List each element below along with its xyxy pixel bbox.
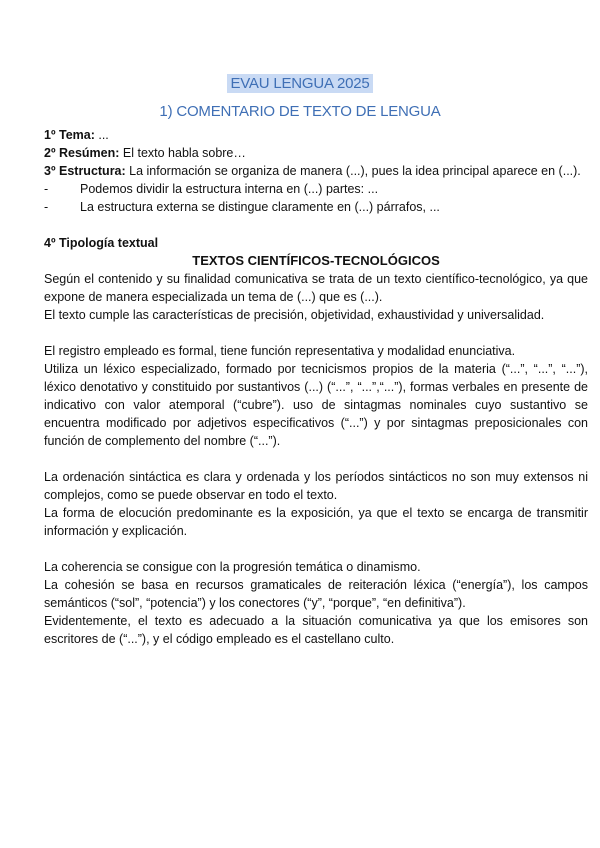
resumen-text: El texto habla sobre…: [119, 146, 246, 160]
tema-line: [44, 126, 588, 144]
paragraph-2: El texto cumple las características de precisión, objetividad, exhaustividad y universalidad.: [44, 308, 545, 322]
estructura-label: 3º Estructura:: [44, 164, 126, 178]
paragraph-7: La coherencia se consigue con la progresión temática o dinamismo.: [44, 560, 421, 574]
bullet-estructura-interna: - Podemos dividir la estructura interna en (...) partes: ...: [44, 180, 588, 198]
estructura-text: La información se organiza de manera (...), pues la idea principal aparece en (...).: [125, 164, 581, 178]
document-title: EVAU LENGUA 2025: [227, 74, 372, 93]
estructura-line: [44, 162, 588, 180]
paragraph-1: Según el contenido y su finalidad comunicativa se trata de un texto científico-tecnológico, ya que expone de manera especializada un tema de (...) que es (...).: [44, 272, 588, 304]
paragraph-6: La forma de elocución predominante es la exposición, ya que el texto se encarga de transmitir información y explicación.: [44, 506, 588, 538]
document-body: [44, 126, 588, 648]
paragraph-3: El registro empleado es formal, tiene función representativa y modalidad enunciativa.: [44, 344, 516, 358]
paragraph-5: La ordenación sintáctica es clara y ordenada y los períodos sintácticos no son muy extensos ni complejos, como se puede observar en todo el texto.: [44, 470, 588, 502]
bullet-estructura-externa: - La estructura externa se distingue claramente en (...) párrafos, ...: [44, 198, 588, 216]
tema-text: ...: [94, 128, 109, 142]
tipologia-label: 4º Tipología textual: [44, 236, 159, 250]
document-subtitle: 1) COMENTARIO DE TEXTO DE LENGUA: [159, 103, 441, 120]
resumen-label: 2º Resúmen:: [44, 146, 120, 160]
section-title: TEXTOS CIENTÍFICOS-TECNOLÓGICOS: [192, 253, 440, 268]
tema-label: 1º Tema:: [44, 128, 95, 142]
tipologia-line: [44, 234, 588, 252]
paragraph-4: Utiliza un léxico especializado, formado por tecnicismos propios de la materia (“...”, “...”, “...”), léxico denotativo y constituido por sustantivos (...) (“...”, “...”,“...”), formas verbales en presente de indicativo con valor atemporal (“cubre”). uso de sintagmas nominales cuyo sustantivo se encuentra modificado por adjetivos especificativos (“...”) y por sintagmas preposicionales con función de complemento del nombre (“...”).: [44, 362, 588, 448]
paragraph-8: La cohesión se basa en recursos gramaticales de reiteración léxica (“energía”), los campos semánticos (“sol”, “potencia”) y los conectores (“y”, “porque”, “en definitiva”).: [44, 578, 588, 610]
paragraph-9: Evidentemente, el texto es adecuado a la situación comunicativa ya que los emisores son escritores de (“...”), y el código empleado es el castellano culto.: [44, 614, 588, 646]
resumen-line: [44, 144, 588, 162]
document-header: [0, 74, 600, 120]
